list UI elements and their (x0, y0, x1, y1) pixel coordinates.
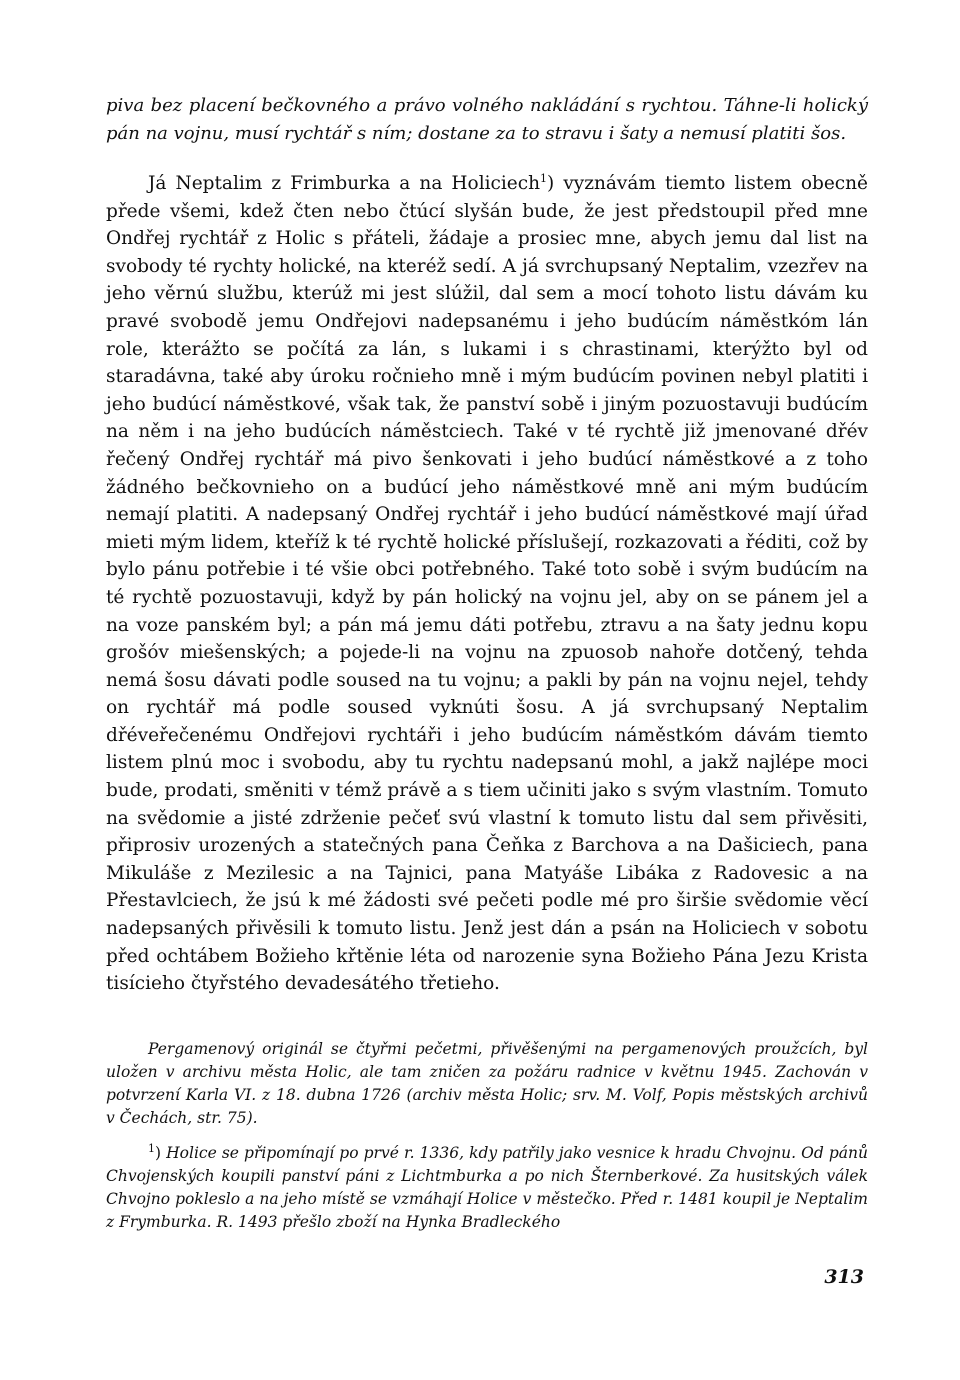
charter-text-body: vyznávám tiemto listem obecně přede všemi, kdež čten nebo čtúcí slyšán bude, že jest předstoupil před mne Ondřej rychtář z Holic s přáteli, žádaje a prosiec mne, abych jemu dal list na svobody té rychty holické, na kteréž sedí. A já svrchupsaný Neptalim, vzezřev na jeho věrnú službu, kterúž mi jest slúžil, dal sem a mocí tohoto listu dávám ku pravé svobodě jemu Ondřejovi nadepsanému i jeho budúcím náměstkóm lán role, kterážto se počítá za lán, s lukami i s chrastinami, kterýžto byl od staradávna, také aby úroku ročnieho mně i mým budúcím povinen nebyl platiti i jeho budúcí náměstkové, však tak, že panství sobě i jiným pozuostavuji budúcím na něm i na jeho budúcích náměstciech. Také v té rychtě již jmenované dřév řečený Ondřej rychtář má pivo šenkovati i jeho budúcí náměstkové a z toho žádného bečkovnieho on a budúcí jeho náměstkové mně ani mým budúcím nemají platiti. A nadepsaný Ondřej rychtář i jeho budúcí náměstkové mají úřad mieti mým lidem, kteříž k té rychtě holické příslušejí, rozkazovati a řéditi, což by bylo pánu potřebie i té všie obci potřebného. Také toto sobě i svým budúcím na té rychtě pozuostavuji, když by pán holický na vojnu jel, aby on se pánem jel a na voze panském byl; a pán má jemu dáti potřebu, ztravu a na šaty jednu kopu grošóv miešenských; a pojede-li na vojnu na zpuosob nahoře dotčený, tehda nemá šosu dávati podle soused na tu vojnu; a pakli by pán na vojnu nejel, tehdy on rychtář má podle soused vyknúti šosu. A já svrchupsaný Neptalim dřéveřečenému Ondřejovi rychtáři i jeho budúcím náměstkóm dávám tiemto listem plnú moc i svobodu, aby tu rychtu nadepsanú mohl, a jakž najlépe moci bude, prodati, směniti v témž právě a s tiem učiniti jako s svým vlastním. Tomuto na svědomie a jisté zdrženie pečeť svú vlastní k tomuto listu dal sem přivěsiti, připrosiv urozených a statečných pana Čeňka z Barchova a na Dašiciech, pana Mikuláše z Mezilesic a na Tajnici, pana Matyáše Libáka z Radovesic a na Přestavlciech, že jsú k mé žádosti své pečeti podle mé pro širšie svědomie věcí nadepsaných přivěsili k tomuto listu. Jenž jest dán a psán na Holiciech v sobotu před ochtábem Božieho křtěnie léta od narozenie syna Božieho Pána Jezu Krista tisícieho čtyřstého devadesátého třetieho. (106, 173, 868, 995)
footnote-reference[interactable] (540, 172, 547, 185)
footnote-reference-paren: ) (547, 173, 555, 194)
source-note: Pergamenový originál se čtyřmi pečetmi, přivěšenými na pergamenových proužcích, byl uložen v archivu města Holic, ale tam zničen za požáru radnice v květnu 1945. Zachován v potvrzení Karla VI. z 18. dubna 1726 (archiv města Holic; srv. M. Volf, Popis městských archivů v Čechách, str. 75). (106, 1039, 868, 1127)
charter-text-start: Já Neptalim z Frimburka a na Holiciech (148, 173, 541, 194)
footnote-paren: ) (155, 1143, 162, 1162)
footnote (106, 1142, 868, 1234)
page-number: 313 (824, 1266, 864, 1288)
footnote-reference-number: 1 (540, 171, 548, 185)
intro-paragraph: piva bez placení bečkovného a právo volného nakládání s rychtou. Táhne-li holický pán na vojnu, musí rychtář s ním; dostane za to stravu i šaty a nemusí platiti šos. (106, 95, 868, 144)
footnote-text: Holice se připomínají po prvé r. 1336, kdy patřily jako vesnice k hradu Chvojnu. Od pánů Chvojenských koupili panství páni z Lichtmburka a po nich Šternberkové. Za husitských válek Chvojno pokleslo a na jeho místě se vzmáhají Holice v městečko. Před r. 1481 koupil je Neptalim z Frymburka. R. 1493 přešlo zboží na Hynka Bradleckého (106, 1143, 868, 1231)
footnote-number: 1 (148, 1141, 155, 1155)
document-page (106, 92, 868, 1234)
charter-text (106, 170, 868, 998)
